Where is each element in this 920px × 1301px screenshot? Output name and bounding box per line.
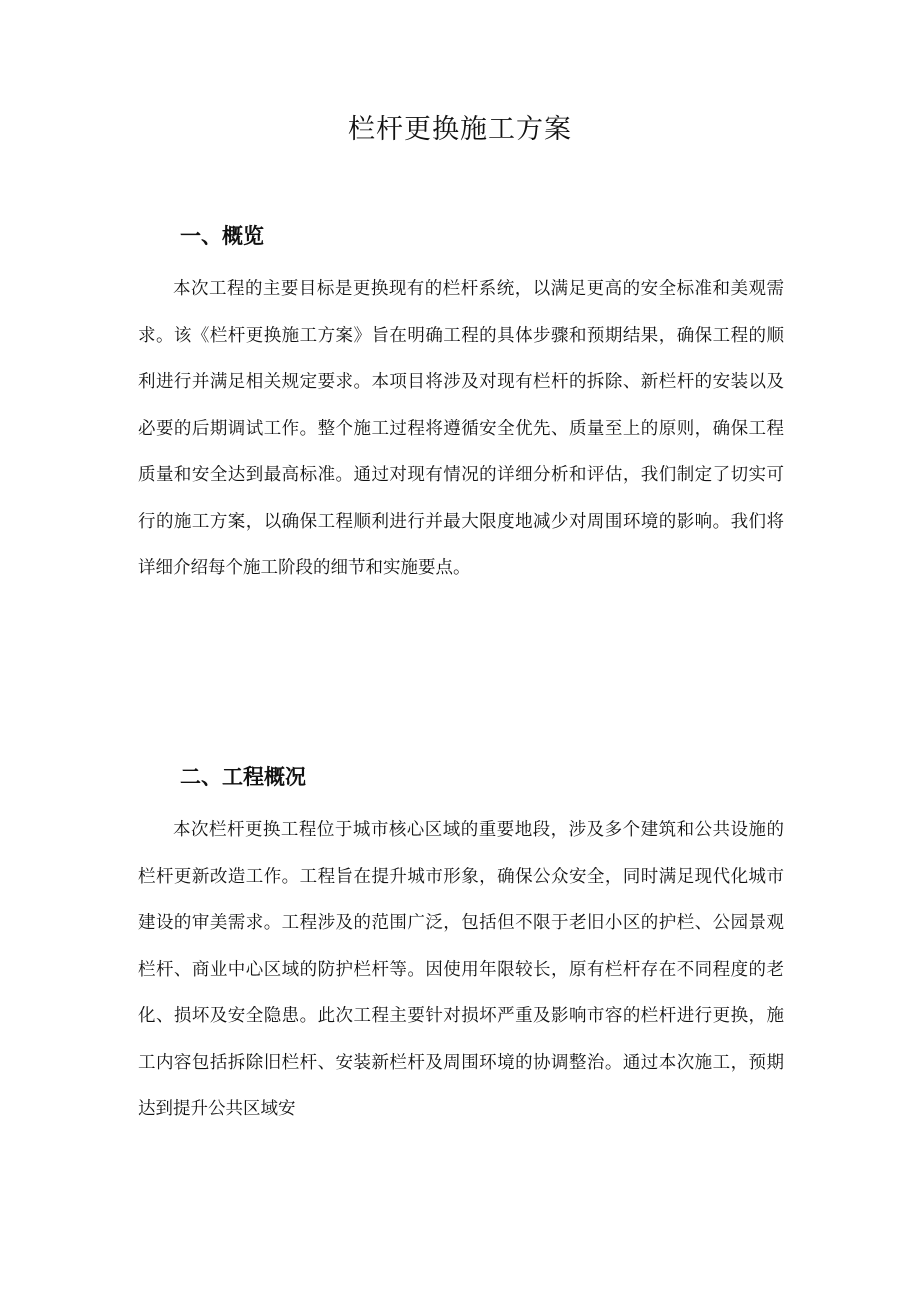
section-heading-overview: 一、概览	[180, 224, 264, 248]
section-heading-project-overview: 二、工程概况	[180, 765, 306, 789]
document-title: 栏杆更换施工方案	[348, 114, 572, 145]
section-paragraph-overview: 本次工程的主要目标是更换现有的栏杆系统，以满足更高的安全标准和美观需求。该《栏杆更换施工方案》旨在明确工程的具体步骤和预期结果，确保工程的顺利进行并满足相关规定要求。本项目将涉及对现有栏杆的拆除、新栏杆的安装以及必要的后期调试工作。整个施工过程将遵循安全优先、质量至上的原则，确保工程质量和安全达到最高标准。通过对现有情况的详细分析和评估，我们制定了切实可行的施工方案，以确保工程顺利进行并最大限度地减少对周围环境的影响。我们将详细介绍每个施工阶段的细节和实施要点。	[138, 279, 784, 578]
section-paragraph-project-overview: 本次栏杆更换工程位于城市核心区域的重要地段，涉及多个建筑和公共设施的栏杆更新改造工作。工程旨在提升城市形象，确保公众安全，同时满足现代化城市建设的审美需求。工程涉及的范围广泛，包括但不限于老旧小区的护栏、公园景观栏杆、商业中心区域的防护栏杆等。因使用年限较长，原有栏杆存在不同程度的老化、损坏及安全隐患。此次工程主要针对损坏严重及影响市容的栏杆进行更换，施工内容包括拆除旧栏杆、安装新栏杆及周围环境的协调整治。通过本次施工，预期达到提升公共区域安	[138, 820, 784, 1119]
